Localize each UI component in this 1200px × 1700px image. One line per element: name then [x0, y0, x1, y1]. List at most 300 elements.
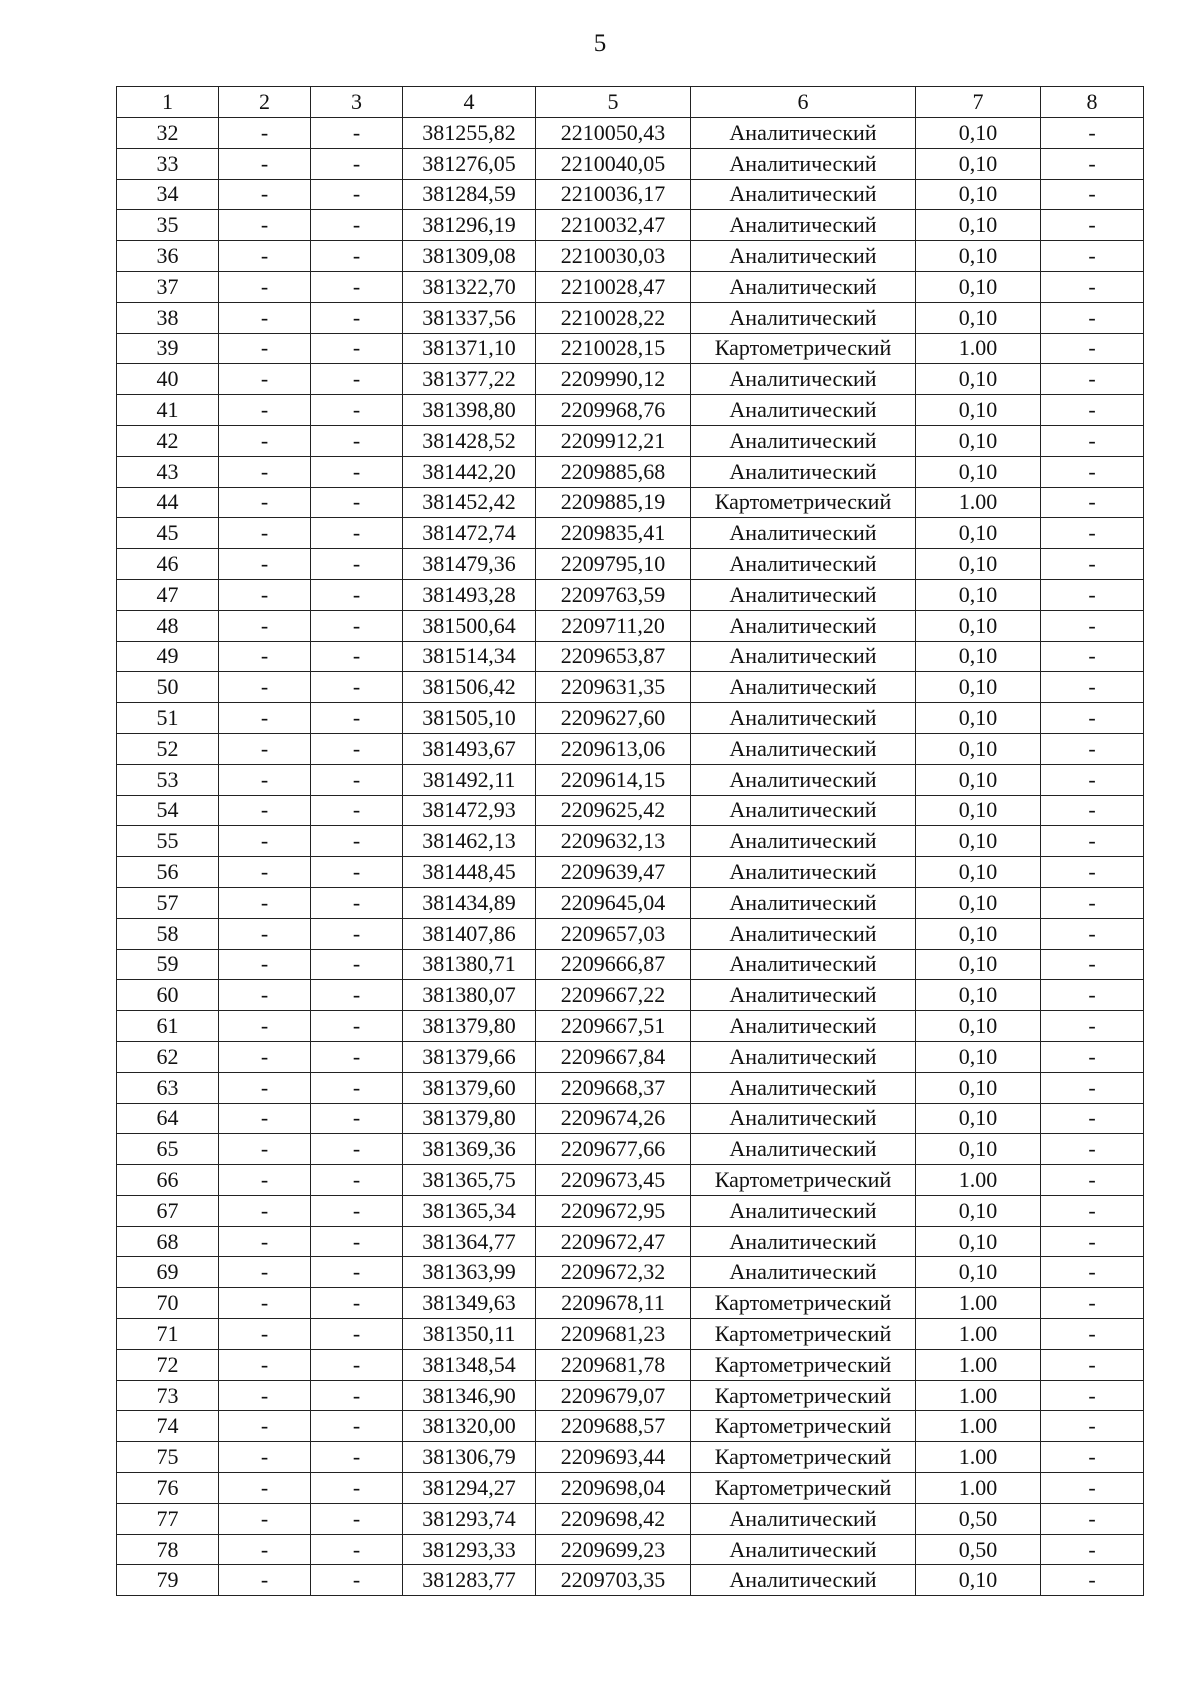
table-cell: Аналитический	[691, 1134, 916, 1165]
table-cell: -	[1041, 703, 1144, 734]
table-cell: 381364,77	[403, 1226, 536, 1257]
table-cell: 2210028,47	[536, 271, 691, 302]
table-cell: 2209673,45	[536, 1165, 691, 1196]
table-cell: -	[311, 703, 403, 734]
table-cell: 381380,07	[403, 980, 536, 1011]
table-cell: -	[219, 579, 311, 610]
table-cell: 61	[117, 1011, 219, 1042]
table-cell: -	[219, 1195, 311, 1226]
table-cell: 70	[117, 1288, 219, 1319]
table-cell: 0,10	[916, 1072, 1041, 1103]
table-cell: 35	[117, 210, 219, 241]
table-cell: 66	[117, 1165, 219, 1196]
table-cell: 47	[117, 579, 219, 610]
table-cell: 0,10	[916, 148, 1041, 179]
table-cell: 381505,10	[403, 703, 536, 734]
table-cell: 2210040,05	[536, 148, 691, 179]
table-cell: 52	[117, 733, 219, 764]
table-cell: 1.00	[916, 1442, 1041, 1473]
table-row	[117, 1319, 1144, 1350]
table-cell: 2209679,07	[536, 1380, 691, 1411]
table-cell: 2209835,41	[536, 518, 691, 549]
table-row	[117, 764, 1144, 795]
table-cell: 0,10	[916, 1195, 1041, 1226]
table-cell: -	[311, 179, 403, 210]
table-cell: Аналитический	[691, 1103, 916, 1134]
table-cell: 381346,90	[403, 1380, 536, 1411]
table-cell: 0,50	[916, 1534, 1041, 1565]
table-cell: 381479,36	[403, 549, 536, 580]
table-row	[117, 1072, 1144, 1103]
table-cell: Аналитический	[691, 1503, 916, 1534]
table-cell: -	[219, 672, 311, 703]
table-cell: 1.00	[916, 1349, 1041, 1380]
table-cell: -	[1041, 1349, 1144, 1380]
table-row	[117, 425, 1144, 456]
table-cell: 381283,77	[403, 1565, 536, 1596]
table-cell: Картометрический	[691, 1473, 916, 1504]
table-row	[117, 918, 1144, 949]
table-cell: 51	[117, 703, 219, 734]
table-cell: 2210050,43	[536, 118, 691, 149]
table-cell: 2209674,26	[536, 1103, 691, 1134]
table-cell: -	[1041, 1103, 1144, 1134]
table-cell: 381255,82	[403, 118, 536, 149]
table-cell: 57	[117, 887, 219, 918]
table-cell: -	[311, 1103, 403, 1134]
table-cell: 41	[117, 395, 219, 426]
table-row	[117, 487, 1144, 518]
table-cell: 381296,19	[403, 210, 536, 241]
table-cell: -	[219, 1041, 311, 1072]
table-cell: 56	[117, 857, 219, 888]
table-cell: 36	[117, 241, 219, 272]
table-cell: Картометрический	[691, 1165, 916, 1196]
table-cell: 381293,33	[403, 1534, 536, 1565]
table-cell: -	[1041, 1380, 1144, 1411]
table-cell: 38	[117, 302, 219, 333]
table-cell: -	[1041, 918, 1144, 949]
table-cell: 381379,80	[403, 1103, 536, 1134]
table-cell: 381306,79	[403, 1442, 536, 1473]
table-cell: 0,50	[916, 1503, 1041, 1534]
table-row	[117, 579, 1144, 610]
table-row	[117, 1411, 1144, 1442]
table-cell: 0,10	[916, 179, 1041, 210]
table-cell: -	[311, 487, 403, 518]
table-cell: Картометрический	[691, 333, 916, 364]
table-cell: -	[1041, 733, 1144, 764]
table-cell: 65	[117, 1134, 219, 1165]
table-row	[117, 1134, 1144, 1165]
table-cell: -	[219, 118, 311, 149]
table-cell: 0,10	[916, 118, 1041, 149]
table-cell: -	[219, 148, 311, 179]
table-cell: -	[1041, 425, 1144, 456]
table-cell: 0,10	[916, 271, 1041, 302]
table-cell: 1.00	[916, 487, 1041, 518]
table-cell: -	[219, 210, 311, 241]
table-row	[117, 302, 1144, 333]
table-row	[117, 703, 1144, 734]
table-cell: Аналитический	[691, 1257, 916, 1288]
table-cell: Картометрический	[691, 1349, 916, 1380]
table-cell: -	[1041, 1565, 1144, 1596]
header-cell: 2	[219, 87, 311, 118]
table-cell: 381379,80	[403, 1011, 536, 1042]
table-cell: -	[1041, 764, 1144, 795]
table-cell: -	[311, 1411, 403, 1442]
table-cell: -	[1041, 1072, 1144, 1103]
table-cell: Аналитический	[691, 302, 916, 333]
table-cell: -	[1041, 1503, 1144, 1534]
table-cell: 0,10	[916, 1257, 1041, 1288]
table-cell: 71	[117, 1319, 219, 1350]
table-cell: -	[311, 118, 403, 149]
table-cell: 0,10	[916, 857, 1041, 888]
table-cell: 58	[117, 918, 219, 949]
table-cell: -	[311, 1226, 403, 1257]
table-cell: Аналитический	[691, 425, 916, 456]
table-cell: 381371,10	[403, 333, 536, 364]
table-cell: Аналитический	[691, 764, 916, 795]
table-cell: -	[219, 333, 311, 364]
table-cell: -	[1041, 179, 1144, 210]
table-cell: -	[219, 610, 311, 641]
table-cell: 2209666,87	[536, 949, 691, 980]
header-cell: 5	[536, 87, 691, 118]
table-cell: -	[311, 826, 403, 857]
table-cell: 2209667,51	[536, 1011, 691, 1042]
table-cell: Аналитический	[691, 1041, 916, 1072]
table-cell: Картометрический	[691, 487, 916, 518]
table-cell: 34	[117, 179, 219, 210]
table-cell: 381365,34	[403, 1195, 536, 1226]
table-cell: Аналитический	[691, 733, 916, 764]
table-cell: 0,10	[916, 210, 1041, 241]
table-cell: -	[311, 672, 403, 703]
table-cell: 37	[117, 271, 219, 302]
table-row	[117, 549, 1144, 580]
table-cell: -	[219, 1349, 311, 1380]
table-cell: Аналитический	[691, 641, 916, 672]
table-cell: -	[311, 1442, 403, 1473]
table-cell: 54	[117, 795, 219, 826]
table-cell: -	[219, 271, 311, 302]
table-cell: 1.00	[916, 1165, 1041, 1196]
table-cell: -	[219, 1134, 311, 1165]
table-cell: Аналитический	[691, 118, 916, 149]
table-row	[117, 1534, 1144, 1565]
table-cell: 381472,93	[403, 795, 536, 826]
table-cell: 0,10	[916, 1565, 1041, 1596]
table-cell: -	[1041, 1288, 1144, 1319]
table-cell: Картометрический	[691, 1442, 916, 1473]
table-cell: Аналитический	[691, 179, 916, 210]
table-cell: 55	[117, 826, 219, 857]
table-body	[117, 87, 1144, 1596]
table-row	[117, 118, 1144, 149]
table-cell: -	[311, 857, 403, 888]
table-row	[117, 179, 1144, 210]
table-cell: -	[311, 610, 403, 641]
table-cell: 1.00	[916, 333, 1041, 364]
table-cell: -	[1041, 1473, 1144, 1504]
table-cell: -	[1041, 210, 1144, 241]
table-cell: -	[1041, 118, 1144, 149]
table-cell: 381320,00	[403, 1411, 536, 1442]
table-cell: 381380,71	[403, 949, 536, 980]
table-cell: Аналитический	[691, 610, 916, 641]
table-cell: 381442,20	[403, 456, 536, 487]
table-cell: -	[219, 1165, 311, 1196]
table-row	[117, 795, 1144, 826]
table-cell: -	[1041, 241, 1144, 272]
table-cell: 381492,11	[403, 764, 536, 795]
table-cell: Аналитический	[691, 456, 916, 487]
table-cell: 75	[117, 1442, 219, 1473]
table-cell: 2209681,78	[536, 1349, 691, 1380]
table-cell: 69	[117, 1257, 219, 1288]
table-cell: Аналитический	[691, 1195, 916, 1226]
table-cell: 381434,89	[403, 887, 536, 918]
table-cell: -	[311, 1380, 403, 1411]
table-cell: 2209990,12	[536, 364, 691, 395]
table-cell: 0,10	[916, 364, 1041, 395]
table-cell: 0,10	[916, 610, 1041, 641]
table-cell: 381500,64	[403, 610, 536, 641]
table-cell: -	[1041, 456, 1144, 487]
table-row	[117, 1195, 1144, 1226]
table-row	[117, 333, 1144, 364]
table-cell: 45	[117, 518, 219, 549]
table-cell: -	[1041, 271, 1144, 302]
table-cell: 60	[117, 980, 219, 1011]
table-cell: -	[311, 1503, 403, 1534]
table-cell: Аналитический	[691, 826, 916, 857]
table-cell: -	[1041, 1442, 1144, 1473]
table-cell: 72	[117, 1349, 219, 1380]
table-cell: Аналитический	[691, 795, 916, 826]
table-cell: 2209667,22	[536, 980, 691, 1011]
table-cell: Аналитический	[691, 395, 916, 426]
table-cell: 0,10	[916, 425, 1041, 456]
table-cell: -	[311, 1565, 403, 1596]
table-cell: 381379,66	[403, 1041, 536, 1072]
table-cell: -	[1041, 518, 1144, 549]
table-cell: -	[311, 241, 403, 272]
table-cell: 381506,42	[403, 672, 536, 703]
table-cell: 0,10	[916, 764, 1041, 795]
table-cell: 1.00	[916, 1473, 1041, 1504]
table-cell: 0,10	[916, 949, 1041, 980]
table-cell: 0,10	[916, 1134, 1041, 1165]
table-cell: -	[219, 703, 311, 734]
table-cell: -	[1041, 1165, 1144, 1196]
table-cell: -	[1041, 1041, 1144, 1072]
table-cell: 2209668,37	[536, 1072, 691, 1103]
table-cell: 62	[117, 1041, 219, 1072]
table-cell: Аналитический	[691, 703, 916, 734]
table-cell: -	[219, 549, 311, 580]
table-cell: 49	[117, 641, 219, 672]
table-cell: 2209698,42	[536, 1503, 691, 1534]
table-cell: -	[311, 456, 403, 487]
table-cell: -	[1041, 826, 1144, 857]
table-cell: -	[311, 518, 403, 549]
table-cell: 2210036,17	[536, 179, 691, 210]
table-cell: Аналитический	[691, 1565, 916, 1596]
table-cell: Аналитический	[691, 148, 916, 179]
table-cell: -	[219, 1011, 311, 1042]
table-cell: -	[311, 333, 403, 364]
table-cell: -	[311, 1134, 403, 1165]
table-row	[117, 610, 1144, 641]
table-row	[117, 1288, 1144, 1319]
table-cell: 381452,42	[403, 487, 536, 518]
table-cell: Аналитический	[691, 518, 916, 549]
table-cell: -	[311, 302, 403, 333]
table-cell: 0,10	[916, 1226, 1041, 1257]
table-cell: 67	[117, 1195, 219, 1226]
table-cell: -	[311, 1072, 403, 1103]
table-cell: -	[1041, 364, 1144, 395]
table-cell: Аналитический	[691, 857, 916, 888]
table-cell: 68	[117, 1226, 219, 1257]
header-cell: 1	[117, 87, 219, 118]
table-cell: 381363,99	[403, 1257, 536, 1288]
table-cell: -	[219, 641, 311, 672]
table-cell: -	[311, 1319, 403, 1350]
table-cell: 2209631,35	[536, 672, 691, 703]
table-row	[117, 241, 1144, 272]
table-cell: -	[219, 918, 311, 949]
table-cell: 0,10	[916, 887, 1041, 918]
table-cell: -	[311, 1288, 403, 1319]
header-cell: 6	[691, 87, 916, 118]
table-cell: -	[311, 395, 403, 426]
table-cell: -	[1041, 641, 1144, 672]
table-row	[117, 456, 1144, 487]
table-cell: 2209657,03	[536, 918, 691, 949]
table-cell: -	[219, 395, 311, 426]
table-row	[117, 148, 1144, 179]
table-cell: Аналитический	[691, 949, 916, 980]
table-cell: 1.00	[916, 1380, 1041, 1411]
table-cell: 381322,70	[403, 271, 536, 302]
table-cell: -	[311, 980, 403, 1011]
table-cell: -	[311, 795, 403, 826]
table-cell: -	[1041, 1195, 1144, 1226]
table-cell: 74	[117, 1411, 219, 1442]
table-cell: -	[311, 1041, 403, 1072]
table-cell: 50	[117, 672, 219, 703]
table-row	[117, 949, 1144, 980]
table-cell: 44	[117, 487, 219, 518]
table-row	[117, 1442, 1144, 1473]
table-cell: 46	[117, 549, 219, 580]
table-cell: 2209672,95	[536, 1195, 691, 1226]
table-cell: 0,10	[916, 826, 1041, 857]
table-cell: -	[219, 1103, 311, 1134]
table-cell: 381407,86	[403, 918, 536, 949]
table-cell: 2209699,23	[536, 1534, 691, 1565]
table-cell: Аналитический	[691, 364, 916, 395]
table-cell: -	[311, 733, 403, 764]
table-cell: -	[219, 733, 311, 764]
table-cell: -	[311, 425, 403, 456]
table-row	[117, 364, 1144, 395]
table-cell: -	[311, 1165, 403, 1196]
table-cell: 2209885,19	[536, 487, 691, 518]
table-cell: -	[1041, 1134, 1144, 1165]
table-cell: 381337,56	[403, 302, 536, 333]
table-cell: 2210028,22	[536, 302, 691, 333]
table-cell: 381428,52	[403, 425, 536, 456]
table-row	[117, 1257, 1144, 1288]
table-cell: Картометрический	[691, 1380, 916, 1411]
table-cell: 0,10	[916, 980, 1041, 1011]
table-cell: -	[219, 1503, 311, 1534]
table-row	[117, 1380, 1144, 1411]
table-cell: -	[1041, 949, 1144, 980]
table-row	[117, 1165, 1144, 1196]
table-cell: -	[219, 1380, 311, 1411]
table-cell: -	[311, 1195, 403, 1226]
table-cell: 381309,08	[403, 241, 536, 272]
table-cell: -	[311, 579, 403, 610]
table-cell: 78	[117, 1534, 219, 1565]
table-cell: 2209632,13	[536, 826, 691, 857]
table-cell: -	[219, 1319, 311, 1350]
table-cell: 2209672,32	[536, 1257, 691, 1288]
table-cell: -	[219, 302, 311, 333]
table-cell: -	[219, 241, 311, 272]
table-cell: 2209653,87	[536, 641, 691, 672]
table-cell: 381276,05	[403, 148, 536, 179]
table-cell: 2209645,04	[536, 887, 691, 918]
table-cell: 381293,74	[403, 1503, 536, 1534]
header-cell: 8	[1041, 87, 1144, 118]
table-row	[117, 395, 1144, 426]
table-cell: -	[219, 518, 311, 549]
table-cell: -	[311, 210, 403, 241]
table-cell: 2209627,60	[536, 703, 691, 734]
table-cell: -	[219, 1288, 311, 1319]
table-row	[117, 1565, 1144, 1596]
table-cell: -	[1041, 795, 1144, 826]
table-cell: 2209912,21	[536, 425, 691, 456]
table-cell: 381284,59	[403, 179, 536, 210]
table-cell: -	[1041, 549, 1144, 580]
table-cell: -	[311, 1349, 403, 1380]
table-cell: 381448,45	[403, 857, 536, 888]
table-cell: 2209639,47	[536, 857, 691, 888]
table-cell: 48	[117, 610, 219, 641]
table-cell: Аналитический	[691, 549, 916, 580]
table-cell: 381349,63	[403, 1288, 536, 1319]
table-cell: 2209688,57	[536, 1411, 691, 1442]
table-cell: -	[219, 1072, 311, 1103]
table-cell: -	[311, 949, 403, 980]
table-cell: -	[219, 795, 311, 826]
table-cell: 2209672,47	[536, 1226, 691, 1257]
table-cell: -	[1041, 857, 1144, 888]
table-cell: Аналитический	[691, 1226, 916, 1257]
table-cell: -	[219, 1534, 311, 1565]
page-number: 5	[593, 30, 607, 57]
table-cell: 59	[117, 949, 219, 980]
